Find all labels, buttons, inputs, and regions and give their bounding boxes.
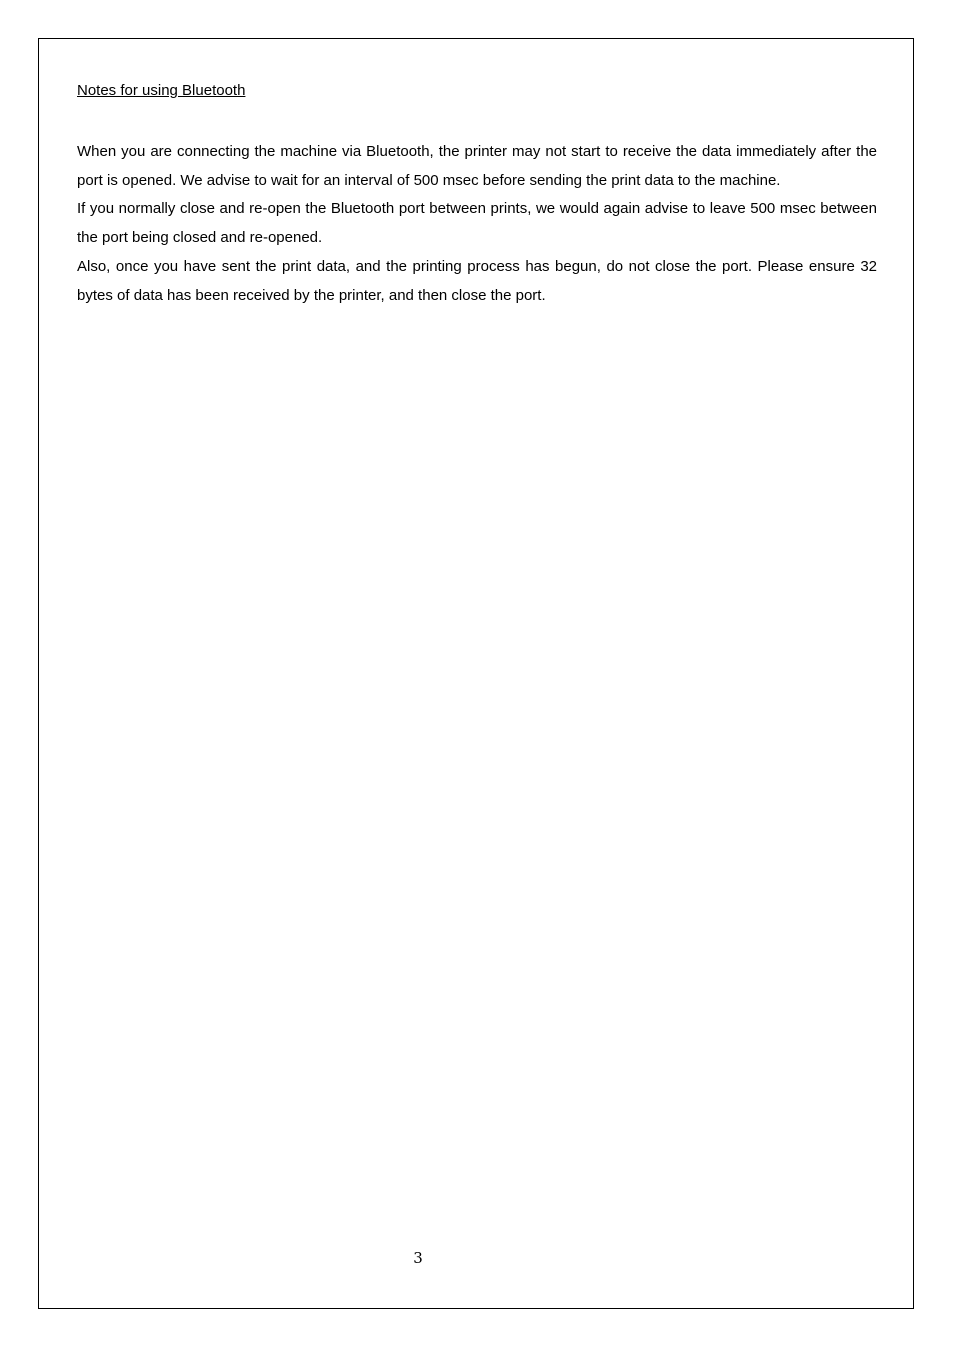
paragraph-reopen-delay: If you normally close and re-open the Bluetooth port between prints, we would again advise to leave 500 msec between the port being closed and re-opened. [77, 200, 877, 247]
paragraph-connect-delay: When you are connecting the machine via Bluetooth, the printer may not start to receive the data immediately after the port is opened. We advise to wait for an interval of 500 msec before sending the print data to the machine. [77, 143, 877, 189]
page-number: 3 [413, 1249, 423, 1267]
document-body [77, 80, 877, 310]
paragraph-close-port: Also, once you have sent the print data, and the printing process has begun, do not close the port. Please ensure 32 bytes of data has been received by the printer, and then close the port. [77, 257, 877, 304]
section-heading: Notes for using Bluetooth [77, 82, 246, 99]
